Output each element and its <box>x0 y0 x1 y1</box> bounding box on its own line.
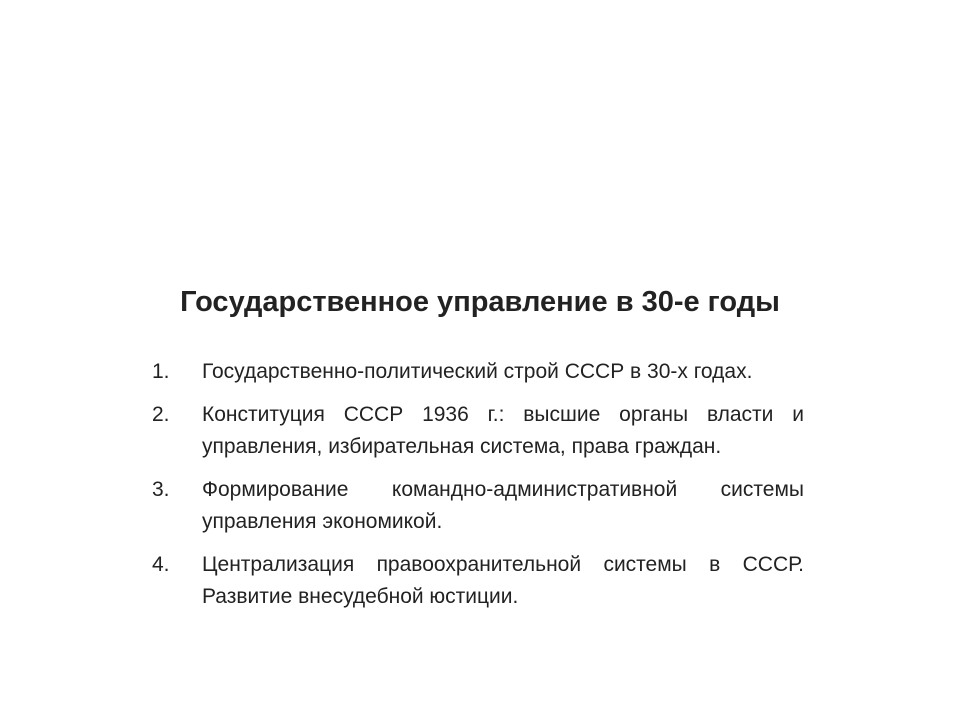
list-item <box>152 474 804 538</box>
list-item <box>152 399 804 463</box>
list-item-text: Государственно-политический строй СССР в 30-х годах. <box>202 360 753 383</box>
list-item <box>152 356 804 388</box>
list-item-text: Централизация правоохранительной системы в СССР. Развитие внесудебной юстиции. <box>202 553 804 608</box>
list-item-text: Конституция СССР 1936 г.: высшие органы власти и управления, избирательная система, права граждан. <box>202 403 804 458</box>
list-item-number: 2. <box>152 403 170 426</box>
list-item-number: 4. <box>152 553 170 576</box>
list-item-number: 3. <box>152 478 170 501</box>
slide-title: Государственное управление в 30-е годы <box>180 286 780 318</box>
topic-list <box>152 356 804 624</box>
list-item-text: Формирование командно-административной системы управления экономикой. <box>202 478 804 533</box>
list-item-number: 1. <box>152 360 170 383</box>
list-item <box>152 549 804 613</box>
